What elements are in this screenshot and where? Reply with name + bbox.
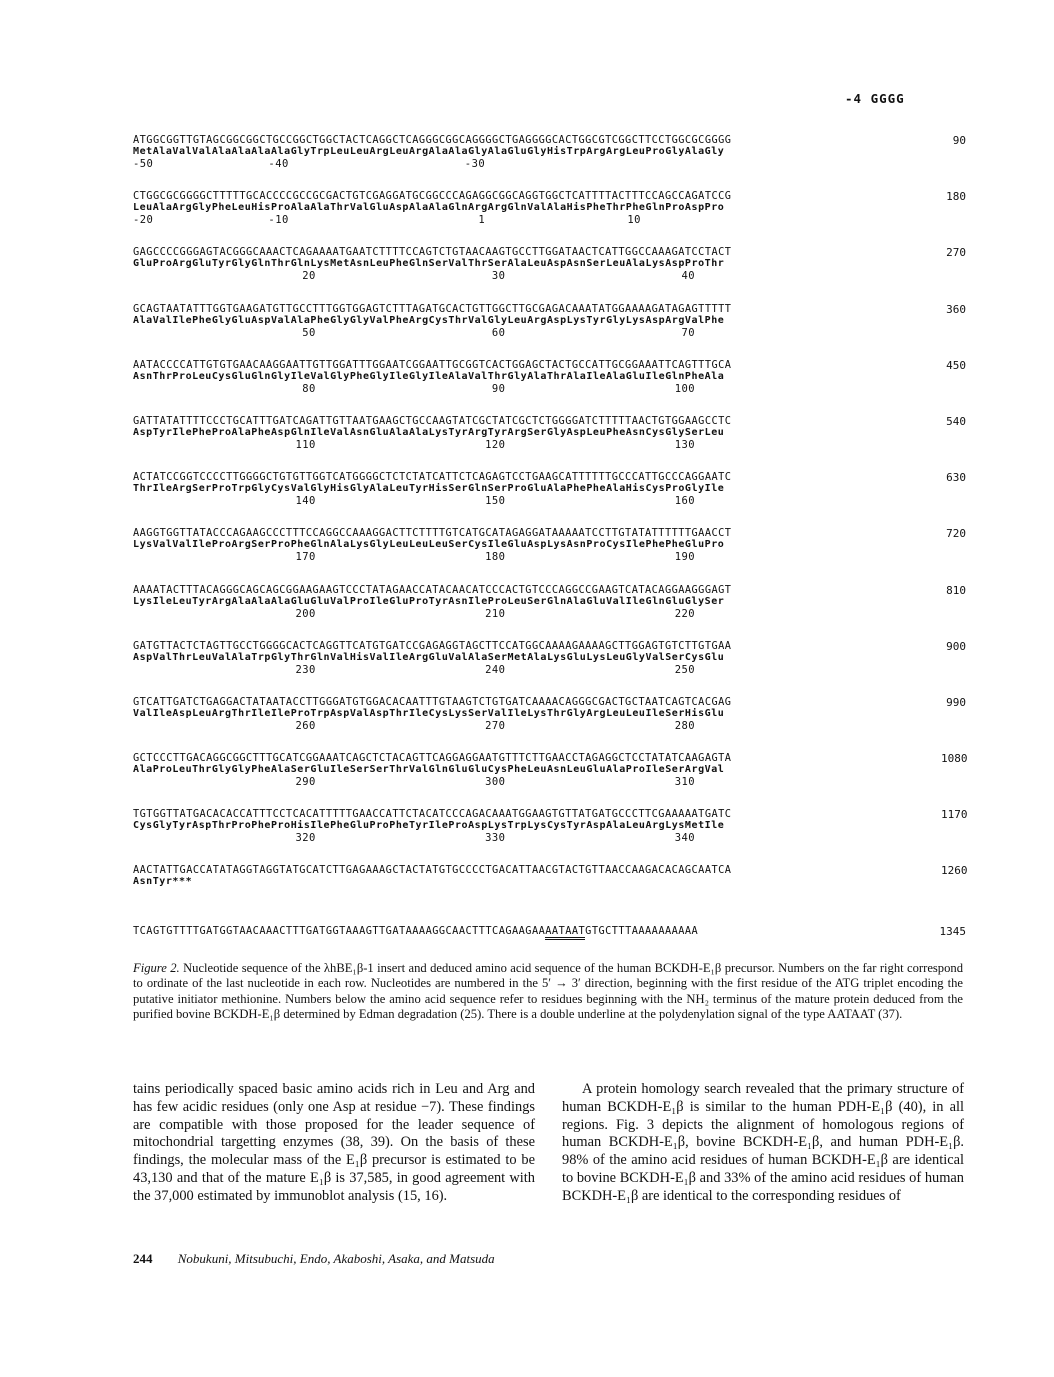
sequence-row bbox=[133, 415, 973, 471]
nucleotide-line: GCTCCCTTGACAGGCGGCTTTGCATCGGAAATCAGCTCTACAGTTCAGGAGGAATGTTTCTTGAACCTAGAGGCTCCTATATCAAGAGTA bbox=[133, 752, 732, 765]
row-end-number: 630 bbox=[946, 471, 966, 485]
nucleotide-line bbox=[133, 925, 698, 937]
row-end-number: 1080 bbox=[941, 752, 968, 766]
row-end-number: 900 bbox=[946, 639, 966, 653]
row-end-number: 990 bbox=[946, 695, 966, 709]
amino-acid-line: AspValThrLeuValAlaTrpGlyThrGlnValHisValIleArgGluValAlaSerMetAlaLysGluLysLeuGlyValSerCysGlu bbox=[133, 651, 725, 663]
body-column-left bbox=[133, 1081, 535, 1206]
sequence-row bbox=[133, 471, 973, 527]
nucleotide-line: AACTATTGACCATATAGGTAGGTATGCATCTTGAGAAAGCTACTATGTGCCCCTGACATTAACGTACTGTTAACCAAGACACAGCAATCA bbox=[133, 864, 732, 877]
sequence-row bbox=[133, 134, 973, 190]
sequence-row bbox=[133, 696, 973, 752]
page-marker: -4 GGGG bbox=[845, 91, 905, 106]
sequence-row bbox=[133, 359, 973, 415]
figure-caption bbox=[133, 961, 963, 1022]
amino-acid-line: AsnTyr*** bbox=[133, 876, 193, 888]
sequence-row bbox=[133, 190, 973, 246]
residue-numbers: 80 90 100 bbox=[133, 382, 696, 395]
nucleotide-line: GTCATTGATCTGAGGACTATAATACCTTGGGATGTGGACACAATTTGTAAGTCTGTGATCAAAACAGGGCGACTGCTAATCAGTCACGAG bbox=[133, 695, 732, 708]
nucleotide-segment: TCAGTGTTTTGATGGTAACAAACTTTGATGGTAAAGTTGATAAAAGGCAACTTTCAGAAGAA bbox=[133, 925, 546, 937]
nucleotide-line: TGTGGTTATGACACACCATTTCCTCACATTTTTGAACCATTCTACATCCCAGACAAATGGAAGTGTTATGATGCCCTTCGAAAAATGATC bbox=[133, 808, 732, 821]
sequence-row bbox=[133, 303, 973, 359]
nucleotide-line: AAGGTGGTTATACCCAGAAGCCCTTTCCAGGCCAAAGGACTTCTTTTGTCATGCATAGAGGATAAAAATCCTTGTATATTTTTTGAACCT bbox=[133, 527, 732, 540]
amino-acid-line: GluProArgGluTyrGlyGlnThrGlnLysMetAsnLeuPheGlnSerValThrSerAlaLeuAspAsnSerLeuAlaLysAspProThr bbox=[133, 258, 725, 270]
running-authors: Nobukuni, Mitsubuchi, Endo, Akaboshi, Asaka, and Matsuda bbox=[177, 1251, 495, 1266]
figure-label: Figure 2. bbox=[133, 961, 180, 975]
amino-acid-line: LysValValIleProArgSerProPheGlnAlaLysGlyLeuLeuLeuSerCysIleGluAspLysAsnProCysIlePhePheGluPro bbox=[133, 539, 725, 551]
amino-acid-line: AsnThrProLeuCysGluGlnGlyIleValGlyPheGlyIleGlyIleAlaValThrGlyAlaThrAlaIleAlaGluIleGlnPheAla bbox=[133, 370, 725, 382]
residue-numbers: 260 270 280 bbox=[133, 719, 696, 732]
sequence-row bbox=[133, 808, 973, 864]
sequence-row bbox=[133, 246, 973, 302]
row-end-number: 360 bbox=[946, 302, 966, 316]
sequence-row bbox=[133, 527, 973, 583]
sequence-row bbox=[133, 640, 973, 696]
body-column-right bbox=[562, 1081, 964, 1206]
residue-numbers: 200 210 220 bbox=[133, 607, 696, 620]
nucleotide-line: GATTATATTTTCCCTGCATTTGATCAGATTGTTAATGAAGCTGCCAAGTATCGCTATCGCTCTGGGGATCTTTTTAACTGTGGAAGCCTC bbox=[133, 414, 732, 427]
amino-acid-line: ValIleAspLeuArgThrIleIleProTrpAspValAspThrIleCysLysSerValIleLysThrGlyArgLeuLeuIleSerHisGlu bbox=[133, 707, 725, 719]
sequence-row bbox=[133, 864, 973, 920]
amino-acid-line: AspTyrIlePheProAlaPheAspGlnIleValAsnGluAlaAlaLysTyrArgTyrArgSerGlyAspLeuPheAsnCysGlySerLeu bbox=[133, 426, 725, 438]
amino-acid-line: LysIleLeuTyrArgAlaAlaAlaGluGluValProIleGluProTyrAsnIleProLeuSerGlnAlaGluValIleGlnGluGlySer bbox=[133, 595, 725, 607]
nucleotide-segment: GTGCTTTAAAAAAAAAA bbox=[585, 925, 699, 937]
row-end-number: 1345 bbox=[939, 925, 966, 938]
sequence-row bbox=[133, 584, 973, 640]
nucleotide-line: CTGGCGCGGGGCTTTTTGCACCCCGCCGCGACTGTCGAGGATGCGGCCCAGAGGCGGCAGGTGGCTCATTTTACTTTCCAGCCAGATCCG bbox=[133, 190, 732, 203]
sequence-figure bbox=[133, 134, 973, 921]
nucleotide-line: AAAATACTTTACAGGGCAGCAGCGGAAGAAGTCCCTATAGAACCATACAACATCCCACTGTCCCAGGCCGAAGTCATACAGGAAGGGAGT bbox=[133, 583, 732, 596]
residue-numbers: 290 300 310 bbox=[133, 776, 696, 789]
amino-acid-line: AlaProLeuThrGlyGlyPheAlaSerGluIleSerSerThrValGlnGluGluCysPheLeuAsnLeuGluAlaProIleSerArgVal bbox=[133, 764, 725, 776]
residue-numbers: 110 120 130 bbox=[133, 438, 696, 451]
nucleotide-line: ATGGCGGTTGTAGCGGCGGCTGCCGGCTGGCTACTCAGGCTCAGGGCGGCAGGGGCTGAGGGGCACTGGCGTCGGCTTCCTGGCGCGGGG bbox=[133, 134, 732, 146]
row-end-number: 540 bbox=[946, 414, 966, 428]
nucleotide-line: ACTATCCGGTCCCCTTGGGGCTGTGTTGGTCATGGGGCTCTCTATCATTCTCAGAGTCCTGAAGCATTTTTTGCCCATTGCCCAGGAATC bbox=[133, 471, 732, 484]
amino-acid-line: CysGlyTyrAspThrProPheProHisIlePheGluProPheTyrIleProAspLysTrpLysCysTyrAspAlaLeuArgLysMetIle bbox=[133, 820, 725, 832]
row-end-number: 720 bbox=[946, 527, 966, 541]
residue-numbers: 20 30 40 bbox=[133, 270, 696, 283]
caption-text: Nucleotide sequence of the λhBE₁β-1 insert and deduced amino acid sequence of the human BCKDH-E₁β precursor. Numbers on the far right correspond to ordinate of the last nucleotide in each row. Nucleotides are numbered in the 5′ → 3′ direction, beginning with the first residue of the ATG triplet encoding the putative initiator methionine. Numbers below the amino acid sequence refer to residues beginning with the NH₂ terminus of the mature protein deduced from the purified bovine BCKDH-E₁β determined by Edman degradation (25). There is a double underline at the polydenylation signal of the type AATAAT (37). bbox=[133, 961, 963, 1021]
amino-acid-line: AlaValIlePheGlyGluAspValAlaPheGlyGlyValPheArgCysThrValGlyLeuArgAspLysTyrGlyLysAspArgValPhe bbox=[133, 314, 725, 326]
nucleotide-line: GAGCCCCGGGAGTACGGGCAAACTCAGAAAATGAATCTTTTCCAGTCTGTAACAAGTGCCTTGGATAACTCATTGGCCAAAGATCCTACT bbox=[133, 246, 732, 259]
row-end-number: 810 bbox=[946, 583, 966, 597]
row-end-number: 450 bbox=[946, 358, 966, 372]
row-end-number: 1170 bbox=[941, 808, 968, 822]
nucleotide-line: GCAGTAATATTTGGTGAAGATGTTGCCTTTGGTGGAGTCTTTAGATGCACTGTTGGCTTGCGAGACAAATATGGAAAAGATAGAGTTTTT bbox=[133, 302, 732, 315]
amino-acid-line: LeuAlaArgGlyPheLeuHisProAlaAlaThrValGluAspAlaAlaGlnArgArgGlnValAlaHisPheThrPheGlnProAspPro bbox=[133, 202, 725, 214]
paragraph: tains periodically spaced basic amino acids rich in Leu and Arg and has few acidic residues (only one Asp at residue −7). These findings are compatible with those proposed for the leader sequence of mitochondrial targetting enzymes (38, 39). On the basis of these findings, the molecular mass of the E₁β precursor is estimated to be 43,130 and that of the mature E₁β is 37,585, in good agreement with the 37,000 estimated by immunoblot analysis (15, 16). bbox=[133, 1081, 535, 1204]
sequence-row bbox=[133, 752, 973, 808]
polyadenylation-signal: AATAAT bbox=[545, 925, 585, 940]
row-end-number: 180 bbox=[946, 190, 966, 204]
nucleotide-line: GATGTTACTCTAGTTGCCTGGGGCACTCAGGTTCATGTGATCCGAGAGGTAGCTTCCATGGCAAAAGAAAAGCTTGGAGTGTCTTGTGAA bbox=[133, 639, 732, 652]
row-end-number: 90 bbox=[952, 134, 966, 147]
residue-numbers: 320 330 340 bbox=[133, 832, 696, 845]
amino-acid-line: MetAlaValValAlaAlaAlaAlaGlyTrpLeuLeuArgLeuArgAlaAlaGlyAlaGluGlyHisTrpArgArgLeuProGlyAlaGly bbox=[133, 146, 725, 157]
nucleotide-line: AATACCCCATTGTGTGAACAAGGAATTGTTGGATTTGGAATCGGAATTGCGGTCACTGGAGCTACTGCCATTGCGGAAATTCAGTTTGCA bbox=[133, 358, 732, 371]
amino-acid-line: ThrIleArgSerProTrpGlyCysValGlyHisGlyAlaLeuTyrHisSerGlnSerProGluAlaPhePheAlaHisCysProGlyIle bbox=[133, 483, 725, 495]
residue-numbers: 50 60 70 bbox=[133, 326, 696, 339]
row-end-number: 270 bbox=[946, 246, 966, 260]
residue-numbers: 170 180 190 bbox=[133, 551, 696, 564]
residue-numbers: -20 -10 1 10 bbox=[133, 214, 641, 227]
residue-numbers: 230 240 250 bbox=[133, 663, 696, 676]
row-end-number: 1260 bbox=[941, 864, 968, 878]
page-footer bbox=[133, 1251, 495, 1267]
residue-numbers: -50 -40 -30 bbox=[133, 158, 486, 170]
residue-numbers: 140 150 160 bbox=[133, 495, 696, 508]
paragraph: A protein homology search revealed that the primary structure of human BCKDH-E₁β is similar to the human PDH-E₁β (40), in all regions. Fig. 3 depicts the alignment of homologous regions of human BCKDH-E₁β, bovine BCKDH-E₁β, and human PDH-E₁β. 98% of the amino acid residues of human BCKDH-E₁β are identical to bovine BCKDH-E₁β and 33% of the amino acid residues of human BCKDH-E₁β are identical to the corresponding residues of bbox=[562, 1081, 964, 1204]
page-number: 244 bbox=[133, 1251, 153, 1266]
